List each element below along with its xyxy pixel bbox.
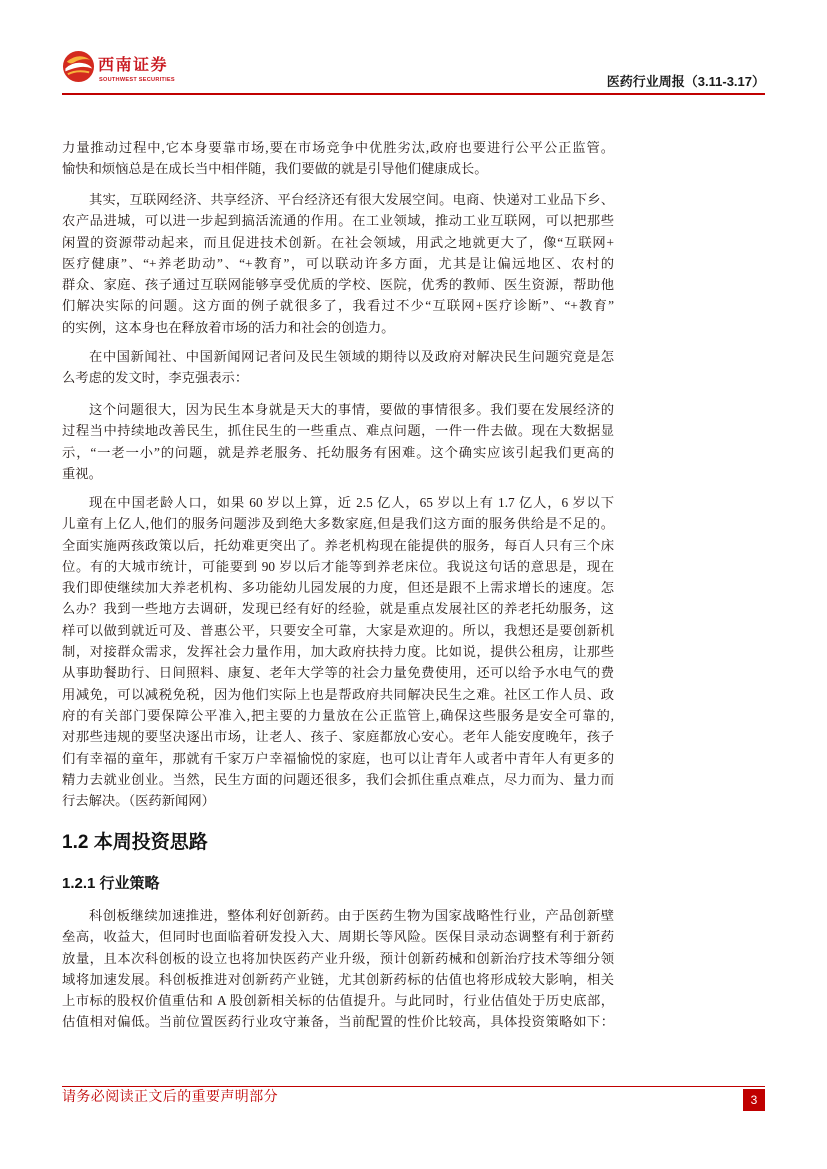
subsection-heading: 1.2.1 行业策略 [62,875,160,892]
text-line: 对那些违规的要坚决逐出市场，让老人、孩子、家庭都放心安心。老年人能安度晚年，孩子 [62,729,614,745]
header-divider [62,93,765,95]
paragraph-3 [62,346,614,389]
text-line: 力量推动过程中,它本身要靠市场,要在市场竞争中优胜劣汰,政府也要进行公平公正监管。 [62,140,614,155]
text-line: 愉快和烦恼总是在成长当中相伴随，我们要做的就是引导他们健康成长。 [62,161,488,177]
brand-name-cn: 西南证券 [98,55,169,74]
footer-divider [62,1086,765,1087]
text-line: 群众、家庭、孩子通过互联网能够享受优质的学校、医院，优秀的教师、医生资源，帮助他 [62,277,614,293]
text-line: 我们即使继续加大养老机构、多功能幼儿园发展的力度，但还是跟不上需求增长的速度。怎 [62,580,614,596]
text-line: 儿童有上亿人,他们的服务问题涉及到绝大多数家庭,但是我们这方面的服务供给是不足的。 [62,516,614,532]
text-line: 制，对接群众需求，发挥社会力量作用，加大政府扶持力度。比如说，提供公租房，让那些 [62,644,614,660]
text-line: 估值相对偏低。当前位置医药行业攻守兼备，当前配置的性价比较高，具体投资策略如下： [62,1014,614,1030]
text-line: 的实例，这本身也在释放着市场的活力和社会的创造力。 [62,319,395,335]
text-line: 医疗健康”、“+养老助动”、“+教育”，可以联动许多方面，尤其是让偏远地区、农村的 [62,255,614,271]
paragraph-1 [62,137,614,180]
text-line: 现在中国老龄人口，如果 60 岁以上算，近 2.5 亿人，65 岁以上有 1.7 亿人，6 岁以下 [89,495,614,510]
paragraph-5 [62,492,614,811]
text-line: 农产品进城，可以进一步起到搞活流通的作用。在工业领域，推动工业互联网，可以把那些 [62,213,614,229]
emblem-graphic [62,50,95,83]
text-line: 么考虑的发文时，李克强表示： [62,370,249,386]
text-line: 在中国新闻社、中国新闻网记者问及民生领域的期待以及政府对解决民生问题究竟是怎 [89,349,614,364]
text-line: 全面实施两孩政策以后，托幼难更突出了。养老机构现在能提供的服务，每百人只有三个床 [62,537,614,553]
footer-disclaimer: 请务必阅读正文后的重要声明部分 [62,1090,278,1105]
text-line: 重视。 [62,465,102,481]
text-line: 么办？我到一些地方去调研，发现已经有好的经验，就是重点发展社区的养老托幼服务，这 [62,601,614,617]
paragraph-industry-strategy [62,905,614,1033]
page-number: 3 [743,1089,765,1111]
text-line: 府的有关部门要保障公平准入,把主要的力量放在公正监管上,确保这些服务是安全可靠的, [62,707,614,723]
text-line: 垒高，收益大，但同时也面临着研发投入大、周期长等风险。医保目录动态调整有利于新药 [62,929,614,945]
text-line: 过程当中持续地改善民生，抓住民生的一些重点、难点问题，一件一件去做。现在大数据显 [62,423,614,439]
text-line: 位。有的大城市统计，可能要到 90 岁以后才能等到养老床位。我说这句话的意思是，现在 [62,558,614,574]
text-line: 用减免，可以减税免税，因为他们实际上也是帮政府共同解决民生之难。社区工作人员、政 [62,686,614,702]
text-line: 示，“一老一小”的问题，就是养老服务、托幼服务有困难。这个确实应该引起我们更高的 [62,444,614,460]
text-line: 上市标的股权价值重估和 A 股创新相关标的估值提升。与此同时，行业估值处于历史底部， [62,993,614,1009]
text-line: 域将加速发展。科创板推进对创新药产业链，尤其创新药标的估值也将形成较大影响，相关 [62,971,614,987]
text-line: 其实，互联网经济、共享经济、平台经济还有很大发展空间。电商、快递对工业品下乡、 [89,192,614,207]
text-line: 们有幸福的童年，那就有千家万户幸福愉悦的家庭，也可以让青年人或者中青年人有更多的 [62,750,614,766]
text-line: 行去解决。（医药新闻网） [62,793,215,809]
paragraph-2 [62,189,614,338]
section-heading: 1.2 本周投资思路 [62,832,208,853]
text-line: 精力去就业创业。当然，民生方面的问题还很多，我们会抓住重点难点，尽力而为、量力而 [62,771,614,787]
text-line: 放量，且本次科创板的设立也将加快医药产业升级，预计创新药械和创新治疗技术等细分领 [62,950,614,966]
text-line: 们解决实际的问题。这方面的例子就很多了，我看过不少“互联网+医疗诊断”、“+教育” [62,298,614,314]
report-title: 医药行业周报（3.11-3.17） [606,74,765,89]
text-line: 样可以做到就近可及、普惠公平，只要安全可靠，大家是欢迎的。所以，我想还是要创新机 [62,622,614,638]
company-logo [62,49,174,87]
paragraph-4 [62,399,614,484]
southwest-securities-emblem-icon [62,50,95,83]
text-line: 这个问题很大，因为民生本身就是天大的事情，要做的事情很多。我们要在发展经济的 [89,402,614,417]
brand-name-en: SOUTHWEST SECURITIES [99,77,175,83]
text-line: 从事助餐助行、日间照料、康复、老年大学等的社会力量免费使用，还可以给予水电气的费 [62,665,614,681]
text-line: 科创板继续加速推进，整体利好创新药。由于医药生物为国家战略性行业，产品创新壁 [89,908,614,923]
text-line: 闲置的资源带动起来，而且促进技术创新。在社会领域，用武之地就更大了，像“互联网+ [62,234,614,250]
